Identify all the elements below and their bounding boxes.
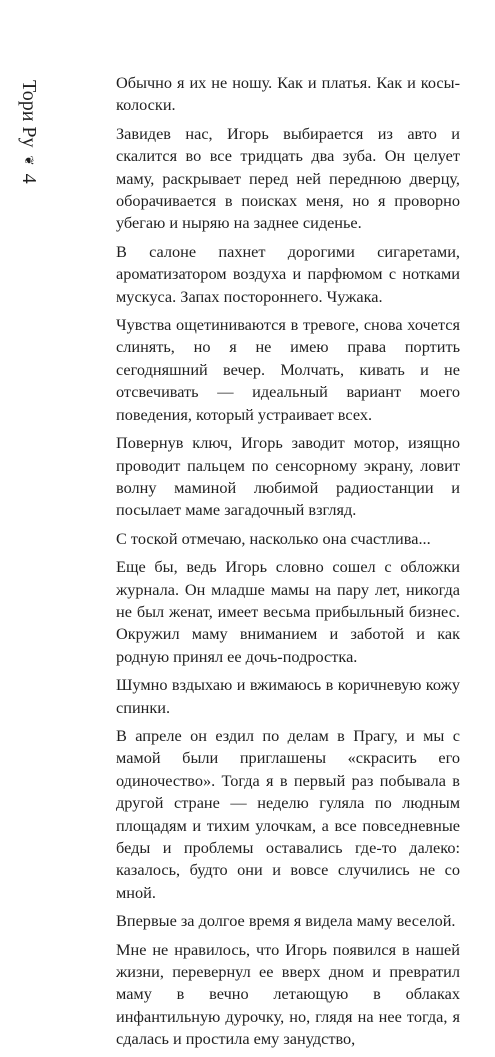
paragraph: Шумно вздыхаю и вжимаюсь в коричневую кожу спинки. (116, 675, 460, 717)
paragraph: В салоне пахнет дорогими сигаретами, ароматизатором воздуха и парфюмом с нотками мускуса. Запах постороннего. Чужака. (116, 241, 460, 306)
paragraph: Повернув ключ, Игорь заводит мотор, изящно проводит пальцем по сенсорному экрану, ловит волну маминой любимой радиостанции и посылает маме загадочный взгляд. (116, 433, 460, 520)
fleuron-icon: ❦ (22, 155, 36, 166)
paragraph: Впервые за долгое время я видела маму веселой. (116, 911, 456, 931)
paragraph: Завидев нас, Игорь выбирается из авто и скалится во все тридцать два зуба. Он целует маму, раскрывает перед ней переднюю дверцу, оборачивается в поисках меня, но я проворно убегаю и ныряю на заднее сиденье. (116, 123, 460, 233)
paragraph: Мне не нравилось, что Игорь появился в нашей жизни, перевернул ее вверх дном и превратил маму в вечно летающую в облаках инфантильную дурочку, но, глядя на нее тогда, я сдалась и простила ему занудство, (116, 939, 460, 1049)
paragraph: Обычно я их не ношу. Как и платья. Как и косы-колоски. (116, 73, 460, 115)
paragraph: В апреле он ездил по делам в Прагу, и мы с мамой были приглашены «скрасить его одиночество». Тогда я в первый раз побывала в другой стране — неделю гуляла по людным площадям и тихим улочкам, а все повседневные беды и проблемы оставались где-то далеко: казалось, будто они и вовсе случились не со мной. (116, 725, 460, 902)
paragraph: Чувства ощетиниваются в тревоге, снова хочется слинять, но я не имею права портить сегодняшний вечер. Молчать, кивать и не отсвечивать — идеальный вариант моего поведения, который устраивает всех. (116, 315, 460, 424)
page-body (116, 72, 460, 1057)
author-name: Тори Ру (18, 80, 40, 148)
paragraph: Еще бы, ведь Игорь словно сошел с обложки журнала. Он младше мамы на пару лет, никогда не был женат, имеет весьма прибыльный бизнес. Окружил маму вниманием и заботой и как родную принял ее дочь-подростка. (116, 557, 460, 666)
paragraph: С тоской отмечаю, насколько она счастлива... (116, 528, 431, 548)
running-header-text (17, 80, 40, 184)
page-number: 4 (18, 173, 40, 184)
running-header (18, 80, 42, 300)
